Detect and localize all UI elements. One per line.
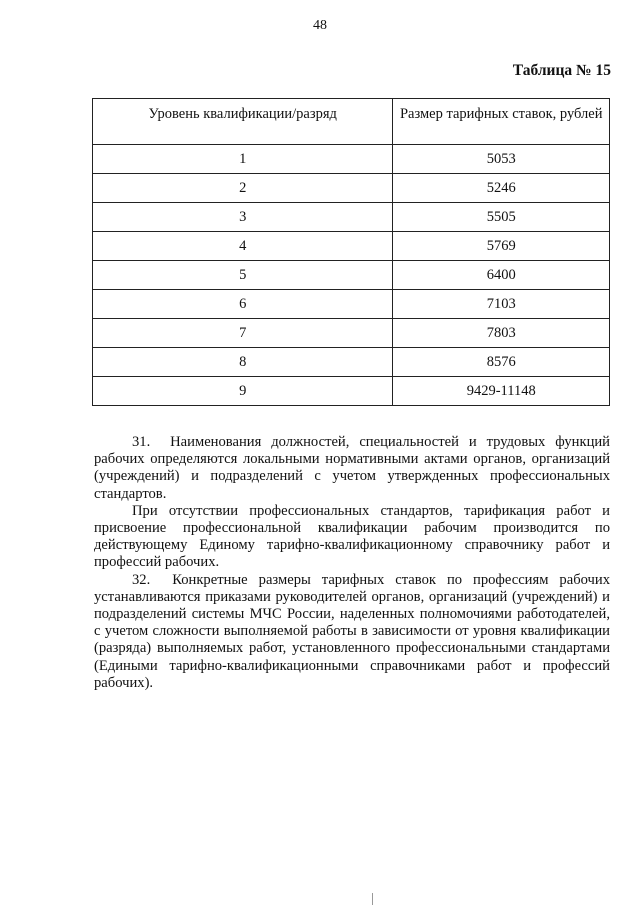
cell-rate: 8576 (393, 348, 610, 377)
paragraph-32: 32. Конкретные размеры тарифных ставок по профессиям рабочих устанавливаются приказами руководителей органов, организаций (учреждений) и подразделений системы МЧС России, наделенных полномочиями работодателей, с учетом сложности выполняемой работы в зависимости от уровня квалификации (разряда) выполняемых работ, установленного профессиональными стандартами (Едиными тарифно-квалификационными справочниками работ и профессий рабочих). (94, 571, 610, 691)
tariff-rates-table (92, 98, 610, 406)
table-row (93, 290, 610, 319)
scan-edge-mark (372, 893, 373, 905)
table-row (93, 348, 610, 377)
header-tariff-rate: Размер тарифных ставок, рублей (393, 99, 610, 145)
cell-rate: 5246 (393, 174, 610, 203)
table-header-row (93, 99, 610, 145)
page-number: 48 (313, 18, 327, 33)
cell-rate: 5769 (393, 232, 610, 261)
cell-level: 1 (93, 145, 393, 174)
cell-level: 6 (93, 290, 393, 319)
table-row (93, 174, 610, 203)
cell-rate: 7803 (393, 319, 610, 348)
cell-rate: 9429-11148 (393, 377, 610, 406)
table-row (93, 203, 610, 232)
cell-level: 7 (93, 319, 393, 348)
cell-level: 9 (93, 377, 393, 406)
cell-level: 5 (93, 261, 393, 290)
table-row (93, 377, 610, 406)
cell-level: 2 (93, 174, 393, 203)
paragraph-31: 31. Наименования должностей, специальностей и трудовых функций рабочих определяются локальными нормативными актами органов, организаций (учреждений) и подразделений с учетом утвержденных профессиональных стандартов. (94, 434, 610, 502)
cell-rate: 5505 (393, 203, 610, 232)
header-qualification-level: Уровень квалификации/разряд (93, 99, 393, 145)
table-row (93, 319, 610, 348)
table-title: Таблица № 15 (512, 62, 611, 79)
cell-rate: 7103 (393, 290, 610, 319)
cell-level: 8 (93, 348, 393, 377)
table-row (93, 232, 610, 261)
body-text (94, 434, 610, 692)
paragraph-no-standards: При отсутствии профессиональных стандартов, тарификация работ и присвоение профессиональной квалификации рабочим производится по действующему Единому тарифно-квалификационному справочнику работ и профессий рабочих. (94, 502, 610, 571)
cell-rate: 5053 (393, 145, 610, 174)
cell-level: 4 (93, 232, 393, 261)
cell-level: 3 (93, 203, 393, 232)
cell-rate: 6400 (393, 261, 610, 290)
table-row (93, 145, 610, 174)
table-row (93, 261, 610, 290)
